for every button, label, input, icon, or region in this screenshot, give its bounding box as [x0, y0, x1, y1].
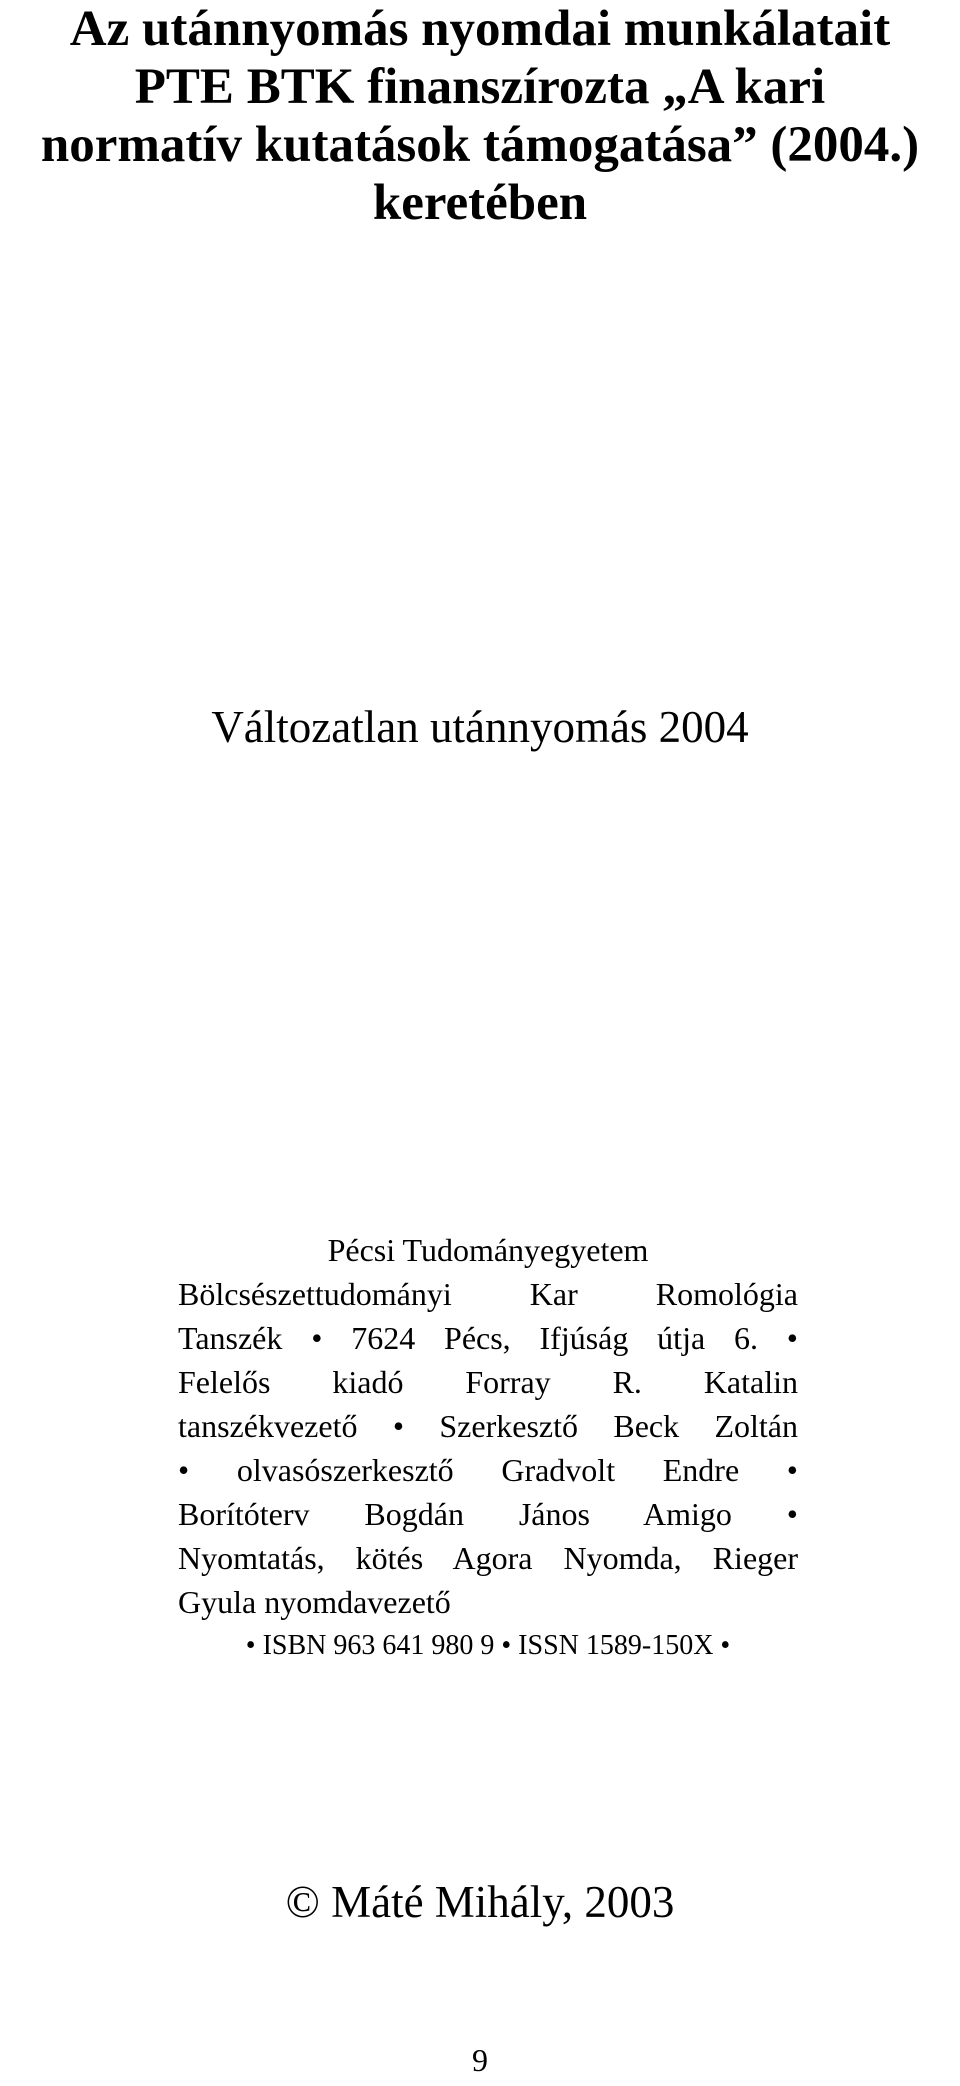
colophon-line: tanszékvezető • Szerkesztő Beck Zoltán: [178, 1408, 798, 1444]
reprint-subtitle: Változatlan utánnyomás 2004: [211, 702, 749, 752]
colophon-line: • olvasószerkesztő Gradvolt Endre •: [178, 1452, 798, 1488]
publication-funding-heading: [0, 0, 960, 232]
heading-line: PTE BTK finanszírozta „A kari: [134, 59, 826, 115]
isbn-issn-line: • ISBN 963 641 980 9 • ISSN 1589-150X •: [245, 1630, 731, 1661]
colophon-line: Felelős kiadó Forray R. Katalin: [178, 1364, 798, 1400]
colophon-line: Pécsi Tudományegyetem: [327, 1232, 649, 1268]
page-number: 9: [472, 2042, 488, 2078]
colophon-line: Borítóterv Bogdán János Amigo •: [178, 1496, 798, 1532]
colophon-line: Tanszék • 7624 Pécs, Ifjúság útja 6. •: [178, 1320, 798, 1356]
colophon-line: Nyomtatás, kötés Agora Nyomda, Rieger: [178, 1540, 798, 1576]
heading-line: normatív kutatások támogatása” (2004.): [40, 117, 920, 173]
copyright-notice: © Máté Mihály, 2003: [285, 1877, 675, 1927]
heading-line: Az utánnyomás nyomdai munkálatait: [69, 1, 891, 57]
colophon-line: Bölcsészettudományi Kar Romológia: [178, 1276, 798, 1312]
heading-line: keretében: [372, 175, 588, 231]
colophon-line: Gyula nyomdavezető: [178, 1584, 451, 1620]
colophon-block: [178, 1228, 798, 1668]
